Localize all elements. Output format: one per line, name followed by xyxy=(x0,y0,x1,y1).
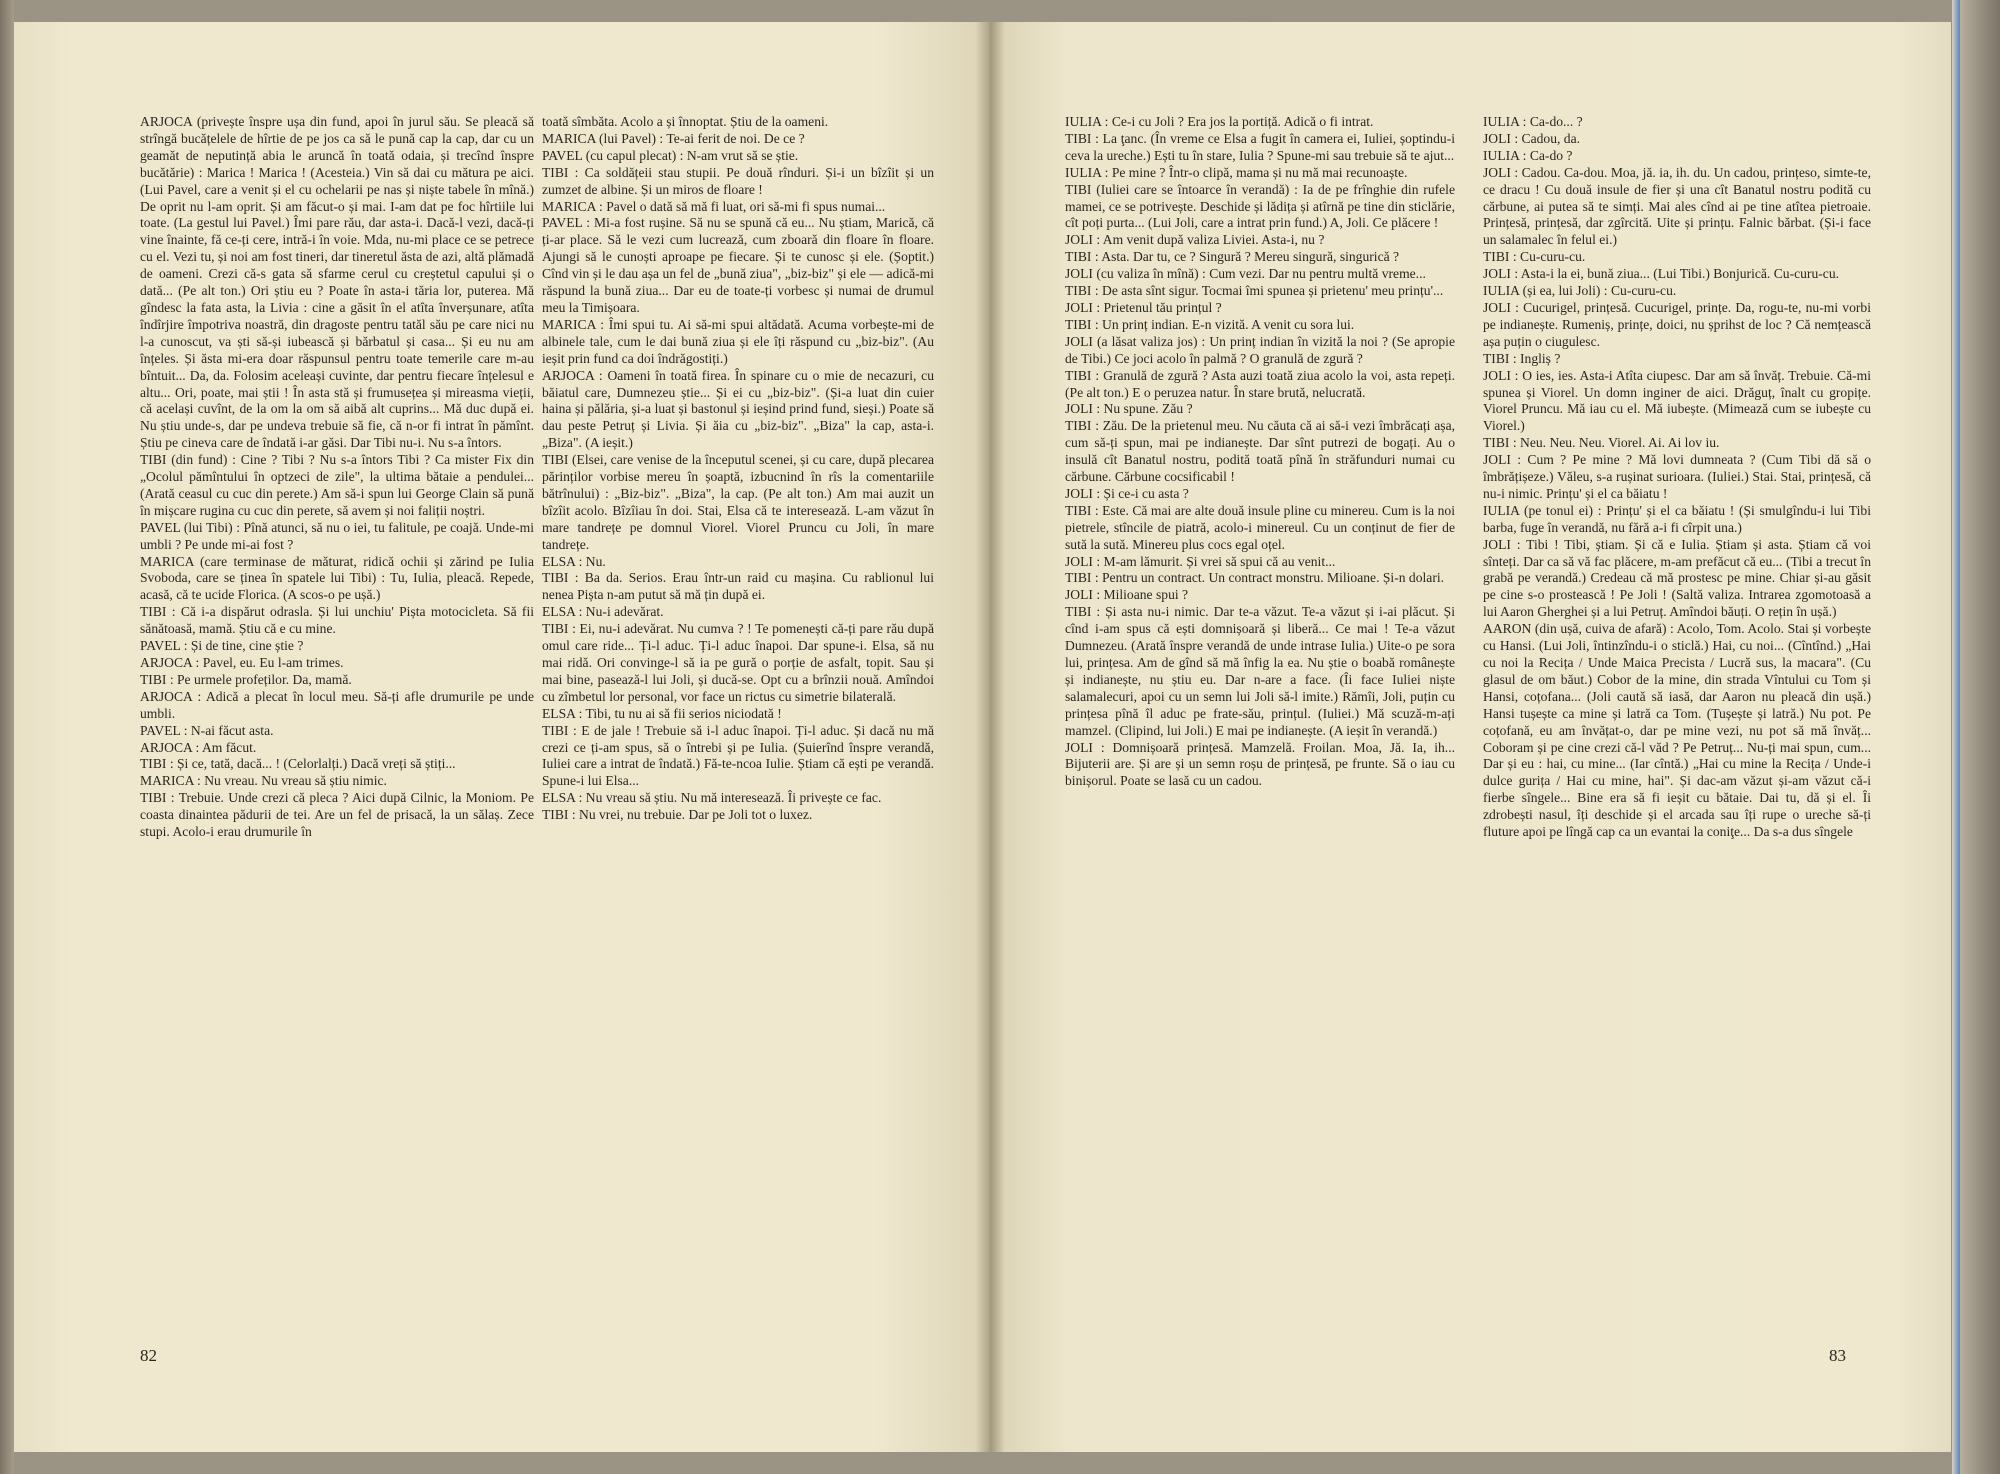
dialogue-paragraph: TIBI : Este. Că mai are alte două insule pline cu minereu. Cum is la noi pietrele, stîncile de piatră, acolo-i minereul. Cu un conținut de fier de sută la sută. Minereu plus cocs egal oțel. xyxy=(1065,502,1455,552)
dialogue-paragraph: IULIA : Ca-do ? xyxy=(1483,147,1573,163)
dialogue-paragraph: PAVEL : Și de tine, cine știe ? xyxy=(140,638,304,654)
right-page xyxy=(991,22,1951,1452)
page-number-right: 83 xyxy=(1829,1346,1846,1365)
dialogue-paragraph: TIBI : Și ce, tată, dacă... ! (Celorlalți.) Dacă vreți să știți... xyxy=(140,756,456,772)
dialogue-paragraph: PAVEL (cu capul plecat) : N-am vrut să se știe. xyxy=(542,147,799,163)
dialogue-paragraph: JOLI : Am venit după valiza Liviei. Asta-i, nu ? xyxy=(1065,232,1325,248)
dialogue-paragraph: TIBI : Zău. De la prietenul meu. Nu căuta că ai să-i vezi îmbrăcați așa, cum să-ți spun, mai pe indianește. Dar sînt putrezi de bogați. Au o insulă cît Banatul nostru, podită toată pînă în străfunduri numai cu cărbune. Cărbune cocsificabil ! xyxy=(1065,418,1455,485)
dialogue-paragraph: TIBI : E de jale ! Trebuie să i-l aduc înapoi. Ți-l aduc. Și dacă nu mă crezi ce ți-am spus, să o întrebi și pe Iulia. (Șuierînd înspre verandă, Iuliei care a intrat de îndată.) Fă-te-ncoa Iulie. Știam că ești pe verandă. Spune-i lui Elsa... xyxy=(542,722,934,789)
dialogue-paragraph: TIBI : Trebuie. Unde crezi că pleca ? Aici după Cilnic, la Moniom. Pe coasta dinaintea pădurii de tei. Are un fel de prisacă, la un sălaș. Zece stupi. Acolo-i erau drumurile în xyxy=(140,790,534,840)
dialogue-paragraph: IULIA (și ea, lui Joli) : Cu-curu-cu. xyxy=(1483,283,1677,299)
dialogue-paragraph: JOLI : Cum ? Pe mine ? Mă lovi dumneata ? (Cum Tibi dă să o îmbrățișeze.) Văleu, s-a rușinat surioara. (Iuliei.) Stai. Stai, prințesă, că nu-i nimic. Prințu' și el ca băiatu ! xyxy=(1483,452,1871,501)
dialogue-paragraph: TIBI : Ingliș ? xyxy=(1483,350,1561,366)
dialogue-paragraph: JOLI : Tibi ! Tibi, știam. Și că e Iulia. Știam și asta. Știam că voi sînteți. Dar ca să vă fac plăcere, m-am prefăcut că eu... (Tibi a trecut în grabă pe verandă.) Credeau că mă prostesc pe mine. Chiar și-au găsit pe cine s-o prostească ! Pe Joli ! (Saltă valiza. Intrarea zgomotoasă a lui Aaron Gherghei și a lui Petruț. Amîndoi băuți. O rețin în ușă.) xyxy=(1483,536,1871,620)
page-number-left: 82 xyxy=(140,1346,157,1365)
dialogue-paragraph: MARICA : Nu vreau. Nu vreau să știu nimic. xyxy=(140,773,387,789)
dialogue-paragraph: TIBI : La ţanc. (În vreme ce Elsa a fugit în camera ei, Iuliei, șoptindu-i ceva la ureche.) Ești tu în stare, Iulia ? Spune-mi sau trebuie să te ajut... xyxy=(1065,130,1455,163)
dialogue-paragraph: TIBI (din fund) : Cine ? Tibi ? Nu s-a întors Tibi ? Ca mister Fix din „Ocolul pămîntului în optzeci de zile", la ultima bătaie a pendulei... (Arată ceasul cu cuc din perete.) Am să-i spun lui George Clain să pună în mișcare rugina cu cuc din perete, să avem și noi faliții noștri. xyxy=(140,452,534,518)
dialogue-paragraph: PAVEL : Mi-a fost rușine. Să nu se spună că eu... Nu știam, Marică, că ți-ar place. Să le vezi cum lucrează, cum zboară din floare în floare. Ajungi să le cunoști aproape pe fiecare. Și te cunosc și ele. (Șoptit.) Cînd vin și le dau așa un fel de „bună ziua", „biz-biz" și ele — adică-mi răspund la bună ziua... Dar eu de toate-ți vorbesc și numai de drumul meu la Timișoara. xyxy=(542,215,934,315)
dialogue-paragraph: IULIA : Ca-do... ? xyxy=(1483,114,1583,129)
dialogue-paragraph: TIBI (Iuliei care se întoarce în verandă) : Ia de pe frînghie din rufele mamei, ce se potrivește. Deschide și lădița și atîrnă pe tine din sticlărie, cît poți purta... (Lui Joli, care a intrat prin fund.) A, Joli. Ce plăcere ! xyxy=(1065,181,1455,231)
dialogue-paragraph: TIBI : Ei, nu-i adevărat. Nu cumva ? ! Te pomenești că-ți pare rău după omul care ride... Ți-l aduc. Ți-l aduc înapoi. Dar spune-i. Elsa, să nu mai ridă. Ori convinge-l să ia pe gură o porție de asfalt, topit. Sau și mai bine, pasează-l lui Joli, și ducă-se. Opt cu a brînzii nouă. Amîndoi cu zîmbetul lor personal, vor face un rictus cu simetrie bilaterală. xyxy=(542,621,934,704)
dialogue-paragraph: TIBI : Granulă de zgură ? Asta auzi toată ziua acolo la voi, asta repeți. (Pe alt ton.) E o peruzea natur. În stare brută, nelucrată. xyxy=(1065,367,1455,400)
dialogue-paragraph: TIBI : Ca soldățeii stau stupii. Pe două rînduri. Și-i un bîzîit și un zumzet de albine. Și un miros de floare ! xyxy=(542,164,934,197)
dialogue-paragraph: JOLI : Nu spune. Zău ? xyxy=(1065,401,1193,417)
dialogue-paragraph: ELSA : Nu vreau să știu. Nu mă interesează. Îi privește ce fac. xyxy=(542,790,882,806)
dialogue-paragraph: JOLI : Asta-i la ei, bună ziua... (Lui Tibi.) Bonjurică. Cu-curu-cu. xyxy=(1483,266,1840,282)
dialogue-paragraph: ARJOCA : Pavel, eu. Eu l-am trimes. xyxy=(140,655,344,670)
dialogue-paragraph: JOLI : O ies, ies. Asta-i Atîta ciupesc. Dar am să învăț. Trebuie. Că-mi spunea și Viorel. Un domn inginer de aici. Drăguț, înalt cu gropițe. Viorel Pruncu. Mă iau cu el. Mă iubește. (Mimează cum se iubește cu Viorel.) xyxy=(1483,367,1871,434)
dialogue-paragraph: ARJOCA (privește înspre ușa din fund, apoi în jurul său. Se pleacă să strîngă bucățelele de hîrtie de pe jos ca să le pună cap la cap, dar cu un geamăt de neputință abia le aruncă în toată odaia, și trecînd înspre bucătărie) : Marica ! Marica ! (Acesteia.) Vin să dai cu mătura pe aici. (Lui Pavel, care a venit și el cu ochelarii pe nas și niște tabele în mînă.) De oprit nu l-am oprit. Și am făcut-o și mai. I-am dat pe foc hîrtiile lui toate. (La gestul lui Pavel.) Îmi pare rău, dar asta-i. Dacă-l vezi, dacă-ți vine înainte, fă ce-ți cere, intră-i în voie. Mda, nu-mi place ce se petrece cu el. Vezi tu, și noi am fost tineri, dar tineretul ăsta de azi, altă plămadă de oameni. Crezi că-s gata să sfarme cerul cu creștetul capului și o dată... (Pe alt ton.) Ori știu eu ? Poate în asta-i tăria lor, puterea. Mă gîndesc la fata asta, la Livia : cine a găsit în el atîta înverșunare, atîta îndîrjire împotriva noastră, din dragoste pentru tatăl său pe care nici nu l-a cunoscut, va ști să-și iubească și bărbatul și casa... Și eu nu am înțeles. Și ăsta mi-era doar răspunsul pentru toate temerile care m-au bîntuit... Da, da. Folosim aceleași cuvinte, dar pentru fiecare înțelesul e altu... Ori, poate, mai știi ! În asta stă și frumusețea și mireasma vieții, că același cuvînt, de la om la om să aibă alt cuprins... Mă duc după ei. Nu știu unde-s, dar pe undeva trebuie să fie, că n-or fi intrat în pămînt. Știu pe cineva care de îndată i-ar găsi. Dar Tibi nu-i. Nu s-a întors. xyxy=(140,114,534,451)
dialogue-paragraph: JOLI : Și ce-i cu asta ? xyxy=(1065,485,1189,501)
dialogue-paragraph: TIBI : Și asta nu-i nimic. Dar te-a văzut. Te-a văzut și i-ai plăcut. Și cînd i-am spus că ești domnișoară și liberă... Ce mai ! Te-a văzut Dumnezeu. (Arată înspre verandă de unde intrase Iulia.) Uite-o pe sora lui, prințesa. Am de gînd să mă înfig la ea. Nu știe o boabă românește și indianește, nu știu eu. Dar n-are a face. (Îi face Iuliei niște salamalecuri, apoi cu un semn lui Joli să-l imite.) Rămîi, Joli, puțin cu prințesa pînă îl aduc pe frate-său, prințul. (Iuliei.) Mă scuză-m-ați mamzel. (Clipind, lui Joli.) E mai pe indianește. (A ieșit în verandă.) xyxy=(1065,604,1455,738)
dialogue-paragraph: JOLI : Prietenul tău prințul ? xyxy=(1065,299,1222,315)
dialogue-paragraph: TIBI : Pe urmele profeților. Da, mamă. xyxy=(140,671,352,687)
dialogue-paragraph: JOLI (a lăsat valiza jos) : Un prinț indian în vizită la noi ? (Se apropie de Tibi.) Ce joci acolo în palmă ? O granulă de zgură ? xyxy=(1065,333,1455,366)
dialogue-paragraph: TIBI : De asta sînt sigur. Tocmai îmi spunea și prietenu' meu prințu'... xyxy=(1065,283,1444,299)
right-page-column-2 xyxy=(1483,114,1871,1354)
dialogue-paragraph: TIBI : Neu. Neu. Neu. Viorel. Ai. Ai lov iu. xyxy=(1483,435,1720,451)
dialogue-paragraph: TIBI : Un prinț indian. E-n vizită. A venit cu sora lui. xyxy=(1065,316,1355,332)
book-binding-right xyxy=(1960,0,2000,1474)
dialogue-paragraph: MARICA : Pavel o dată să mă fi luat, ori să-mi fi spus numai... xyxy=(542,198,886,214)
dialogue-paragraph: TIBI : Că i-a dispărut odrasla. Și lui unchiu' Pișta motocicleta. Să fii sănătoasă, mamă. Știu că e cu mine. xyxy=(140,604,534,637)
dialogue-paragraph: IULIA (pe tonul ei) : Prințu' și el ca băiatu ! (Și smulgîndu-i lui Tibi barba, fuge în verandă, nu fără a-i fi cîrpit una.) xyxy=(1483,502,1871,535)
dialogue-paragraph: JOLI : Milioane spui ? xyxy=(1065,587,1189,603)
dialogue-paragraph: ELSA : Tibi, tu nu ai să fii serios niciodată ! xyxy=(542,705,782,721)
dialogue-paragraph: ELSA : Nu. xyxy=(542,553,606,569)
dialogue-paragraph: ARJOCA : Am făcut. xyxy=(140,739,257,755)
dialogue-paragraph: TIBI : Asta. Dar tu, ce ? Singură ? Mereu singură, singurică ? xyxy=(1065,249,1400,265)
dialogue-paragraph: JOLI : M-am lămurit. Și vrei să spui că au venit... xyxy=(1065,553,1336,569)
page-edge-stack xyxy=(1952,0,1960,1474)
dialogue-paragraph: toată sîmbăta. Acolo a și înnoptat. Știu de la oameni. xyxy=(542,114,829,129)
dialogue-paragraph: JOLI : Cadou, da. xyxy=(1483,130,1581,146)
left-page-column-1 xyxy=(140,114,534,1354)
dialogue-paragraph: TIBI : Nu vrei, nu trebuie. Dar pe Joli tot o luxez. xyxy=(542,807,813,823)
dialogue-paragraph: IULIA : Pe mine ? Într-o clipă, mama și nu mă mai recunoaște. xyxy=(1065,164,1408,180)
dialogue-paragraph: JOLI : Cadou. Ca-dou. Moa, jă. ia, ih. du. Un cadou, prințeso, simte-te, ce dracu ! Cu două insule de fier și una cît Banatul nostru podită cu cărbune, ai putea să te simți. Mai ales cînd ai pe tine atîtea pietroaie. Prințesă, prințesă, dar zgîrcită. Uite și prințu. Falnic bărbat. (Și-i face un salamalec în felul ei.) xyxy=(1483,164,1871,248)
dialogue-paragraph: ELSA : Nu-i adevărat. xyxy=(542,604,664,620)
dialogue-paragraph: JOLI : Domnișoară prințesă. Mamzelă. Froilan. Moa, Jă. Ia, ih... Bijuterii are. Și are și un semn roșu de prințesă, pe frunte. Să o iau cu binișorul. Poate se lasă cu un cadou. xyxy=(1065,739,1455,789)
dialogue-paragraph: PAVEL : N-ai făcut asta. xyxy=(140,722,274,738)
dialogue-paragraph: PAVEL (lui Tibi) : Pînă atunci, să nu o iei, tu falitule, pe coajă. Unde-mi umbli ? Pe unde mi-ai fost ? xyxy=(140,519,534,552)
book-binding-left xyxy=(0,0,14,1474)
dialogue-paragraph: MARICA (care terminase de măturat, ridică ochii și zărind pe Iulia Svoboda, care se ținea în spatele lui Tibi) : Tu, Iulia, pleacă. Repede, acasă, că te ucide Florica. (A scos-o pe ușă.) xyxy=(140,553,534,603)
dialogue-paragraph: ARJOCA : Oameni în toată firea. În spinare cu o mie de necazuri, cu băiatul care, Dumnezeu știe... Și ei cu „biz-biz". (Și-a luat din cuier haina și pălăria, și-a luat și bastonul și ieșind prind fund, sieși.) Poate să dau peste Petruț și Livia. Și ăia cu „biz-biz". „Biza" la cap, asta-i. „Biza". (A ieșit.) xyxy=(542,367,934,451)
dialogue-paragraph: JOLI : Cucurigel, prințesă. Cucurigel, prințe. Da, rogu-te, nu-mi vorbi pe indianește. Rumeniș, prințe, doici, nu șprihst de loc ? Că nemțească așa puțin o ciugulesc. xyxy=(1483,299,1871,349)
dialogue-paragraph: TIBI (Elsei, care venise de la începutul scenei, și cu care, după plecarea părinților vorbise mereu în șoaptă, izbucnind în rîs la comentariile bătrînului) : „Biz-biz". „Biza", la cap. (Pe alt ton.) Am mai auzit un bîzîit acolo. Bîzîiau în doi. Stai, Elsa că te interesează. L-am văzut în mare tandrețe pe domnul Viorel. Viorel Pruncu cu Joli, în mare tandrețe. xyxy=(542,452,934,552)
right-page-column-1 xyxy=(1065,114,1455,1354)
left-page xyxy=(14,22,991,1452)
dialogue-paragraph: AARON (din ușă, cuiva de afară) : Acolo, Tom. Acolo. Stai și vorbește cu Hansi. (Lui Joli, întinzîndu-i o sticlă.) Hai, cu noi... (Cîntînd.) „Hai cu noi la Recița / Unde Maica Precista / Lucră sus, la macara". (Cu glasul de om băut.) Cobor de la mine, din strada Vîntului cu Tom și Hansi, coțofana... (Joli caută să iasă, dar Aaron nu pleacă din ușă.) Hansi tușește ca mine și latră ca Tom. (Tușește și latră.) Nu pot. Pe coțofană, eu am învățat-o, dar pe mine vezi, nu pot să mă învăț... Coboram și pe cine crezi că-l văd ? Pe Petruț... Nu-ți mai spun, cum... Dar și eu : hai, cu mine... (Iar cîntă.) „Hai cu mine la Recița / Unde-i dulce gurița / Hai cu mine, hai". Și dac-am văzut și-am văzut că-i fierbe sîngele... Bine era să fi ieșit cu bătaie. Dai tu, dă și el. Îi zdrobești nasul, îți deschide și el arcada sau îți rupe o ureche să-ți fluture apoi pe lîngă cap ca un evantai la coniţe... Da s-a dus sîngele xyxy=(1483,621,1871,840)
dialogue-paragraph: JOLI (cu valiza în mînă) : Cum vezi. Dar nu pentru multă vreme... xyxy=(1065,266,1426,282)
dialogue-paragraph: MARICA (lui Pavel) : Te-ai ferit de noi. De ce ? xyxy=(542,130,805,146)
dialogue-paragraph: TIBI : Pentru un contract. Un contract monstru. Milioane. Și-n dolari. xyxy=(1065,570,1445,586)
dialogue-paragraph: MARICA : Îmi spui tu. Ai să-mi spui altădată. Acuma vorbește-mi de albinele tale, cum le dai bună ziua și ele îți răspund cu „biz-biz". (Au ieșit prin fund ca doi îndrăgostiți.) xyxy=(542,316,934,366)
left-page-column-2 xyxy=(542,114,934,1354)
dialogue-paragraph: ARJOCA : Adică a plecat în locul meu. Să-ți afle drumurile pe unde umbli. xyxy=(140,688,534,721)
dialogue-paragraph: IULIA : Ce-i cu Joli ? Era jos la portiță. Adică o fi intrat. xyxy=(1065,114,1374,129)
dialogue-paragraph: TIBI : Ba da. Serios. Erau într-un raid cu mașina. Cu rablionul lui nenea Pișta n-am putut să mă țin după ei. xyxy=(542,570,934,603)
dialogue-paragraph: TIBI : Cu-curu-cu. xyxy=(1483,249,1586,265)
